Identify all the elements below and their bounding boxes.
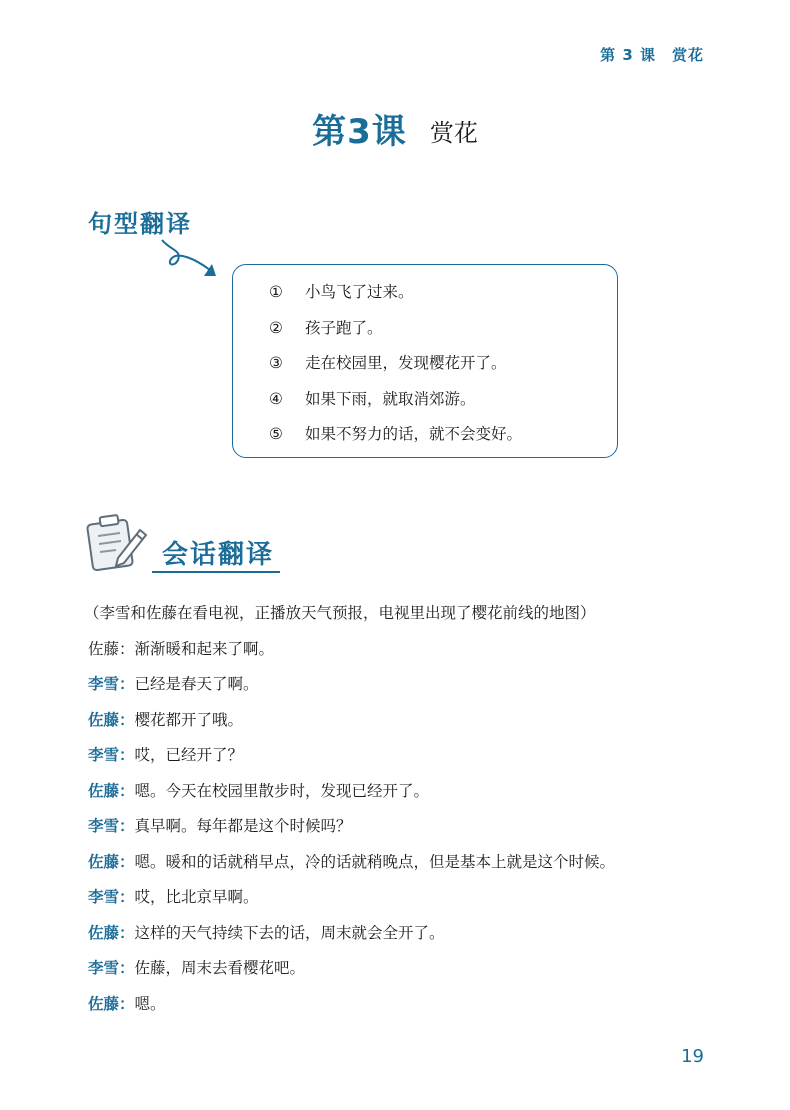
pattern-item: ③ 走在校园里，发现樱花开了。 [269,354,507,372]
speaker: 李雪： [88,888,135,906]
speaker: 李雪： [88,959,135,977]
pattern-item: ⑤ 如果不努力的话，就不会变好。 [269,425,523,443]
speaker: 李雪： [88,675,135,693]
swirl-arrow-icon [160,236,224,288]
dialog-line: 佐藤：樱花都开了哦。 [88,710,244,729]
lesson-title [0,104,790,153]
dialog-line: 佐藤：渐渐暖和起来了啊。 [88,639,275,658]
dialog-line: 李雪：哎，已经开了？ [88,746,244,764]
section-heading-conversation: 会话翻译 [162,540,275,570]
conversation [84,596,728,1022]
dialog-line: 佐藤：嗯。今天在校园里散步时，发现已经开了。 [88,781,430,800]
clipboard-pencil-icon [84,512,150,574]
pattern-item: ④ 如果下雨，就取消郊游。 [269,389,476,408]
dialog-line: 李雪：已经是春天了啊。 [88,675,259,693]
scene-description: （李雪和佐藤在看电视，正播放天气预报，电视里出现了樱花前线的地图） [84,604,596,622]
pattern-item: ② 孩子跑了。 [269,318,383,337]
running-head: 第 3 课 赏花 [600,46,704,64]
speaker: 佐藤： [88,994,135,1013]
lesson-name: 赏花 [429,119,478,147]
section-heading-underline [152,571,280,573]
sentence-pattern-box [232,264,618,458]
speaker: 佐藤： [88,781,135,800]
pattern-item: ① 小鸟飞了过来。 [269,283,414,301]
page-number: 19 [681,1046,704,1067]
speaker: 李雪： [88,746,135,764]
speaker: 佐藤： [88,639,135,658]
dialog-line: 佐藤：嗯。 [88,994,166,1013]
speaker: 佐藤： [88,710,135,729]
lesson-number: 第3课 [312,112,407,152]
speaker: 佐藤： [88,852,135,871]
dialog-line: 李雪：佐藤，周末去看樱花吧。 [88,959,306,977]
dialog-line: 佐藤：这样的天气持续下去的话，周末就会全开了。 [88,923,445,942]
dialog-line: 佐藤：嗯。暖和的话就稍早点，冷的话就稍晚点，但是基本上就是这个时候。 [88,852,616,871]
section-heading-sentence-patterns: 句型翻译 [88,210,192,238]
speaker: 李雪： [88,817,135,835]
speaker: 佐藤： [88,923,135,942]
dialog-line: 李雪：哎，比北京早啊。 [88,888,259,906]
dialog-line: 李雪：真早啊。每年都是这个时候吗？ [88,817,352,835]
